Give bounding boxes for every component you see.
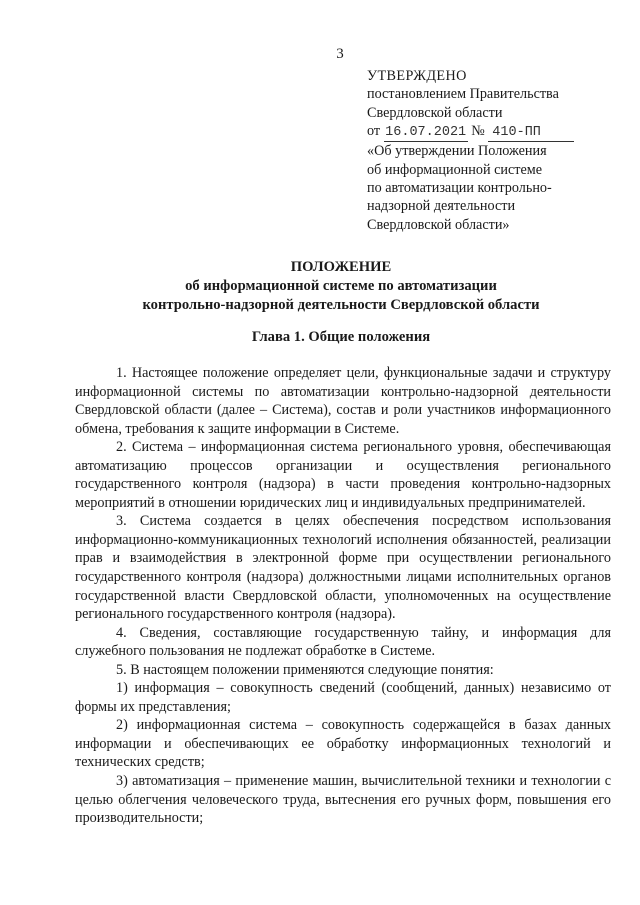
- approval-issuer: постановлением Правительства: [367, 86, 559, 103]
- paragraph: 2) информационная система – совокупность содержащейся в базах данных информации и обеспечивающих ее обработку информационных технологий и технических средств;: [75, 717, 611, 771]
- document-title-sub: контрольно-надзорной деятельности Свердловской области: [142, 297, 540, 314]
- page-number: 3: [336, 46, 344, 62]
- approval-title-line: надзорной деятельности: [367, 198, 516, 215]
- paragraph: 4. Сведения, составляющие государственную тайну, и информация для служебного пользования не подлежат обработке в Системе.: [75, 624, 611, 660]
- approval-date-line: [367, 122, 627, 142]
- paragraph: 1. Настоящее положение определяет цели, функциональные задачи и структуру информационной системы по автоматизации контрольно-надзорной деятельности Свердловской области (далее – Система), состав и роли участников информационного обмена, требования к защите информации в Системе.: [75, 365, 611, 437]
- approval-title-line: об информационной системе: [367, 161, 543, 178]
- approval-block: [367, 67, 627, 234]
- paragraph: 1) информация – совокупность сведений (сообщений, данных) независимо от формы их представления;: [75, 680, 611, 715]
- document-title: [103, 258, 579, 316]
- chapter-heading: Глава 1. Общие положения: [251, 329, 431, 345]
- date-value: 16.07.2021: [385, 125, 467, 141]
- approval-title-line: «Об утверждении Положения: [367, 143, 547, 160]
- document-body: [75, 364, 611, 828]
- document-title-main: ПОЛОЖЕНИЕ: [290, 259, 392, 275]
- paragraph: 3) автоматизация – применение машин, вычислительной техники и технологии с целью облегчения человеческого труда, вытеснения его ручных форм, повышения его производительности;: [75, 773, 611, 827]
- paragraph: 2. Система – информационная система регионального уровня, обеспечивающая автоматизацию процессов организации и осуществления регионального государственного контроля (надзора) в части проведения контрольно-надзорных мероприятий в отношении юридических лиц и индивидуальных предпринимателей.: [75, 439, 611, 511]
- approval-title-line: Свердловской области»: [367, 216, 510, 233]
- approval-region: Свердловской области: [367, 104, 503, 121]
- approval-heading: УТВЕРЖДЕНО: [367, 68, 467, 84]
- paragraph: 3. Система создается в целях обеспечения посредством использования информационно-коммуникационных технологий исполнения обязанностей, реализации прав и взаимодействия в электронной форме при осуществлении регионального государственного контроля (надзора) должностными лицами исполнительных органов государственной власти Свердловской области, уполномоченных на осуществление регионального государственного контроля (надзора).: [75, 513, 611, 623]
- approval-title-line: по автоматизации контрольно-: [367, 180, 552, 197]
- date-prefix: от: [367, 123, 381, 140]
- document-title-sub: об информационной системе по автоматизации: [185, 278, 497, 295]
- paragraph: 5. В настоящем положении применяются следующие понятия:: [116, 661, 494, 678]
- number-prefix: №: [471, 123, 485, 140]
- number-value: 410-ПП: [488, 125, 574, 142]
